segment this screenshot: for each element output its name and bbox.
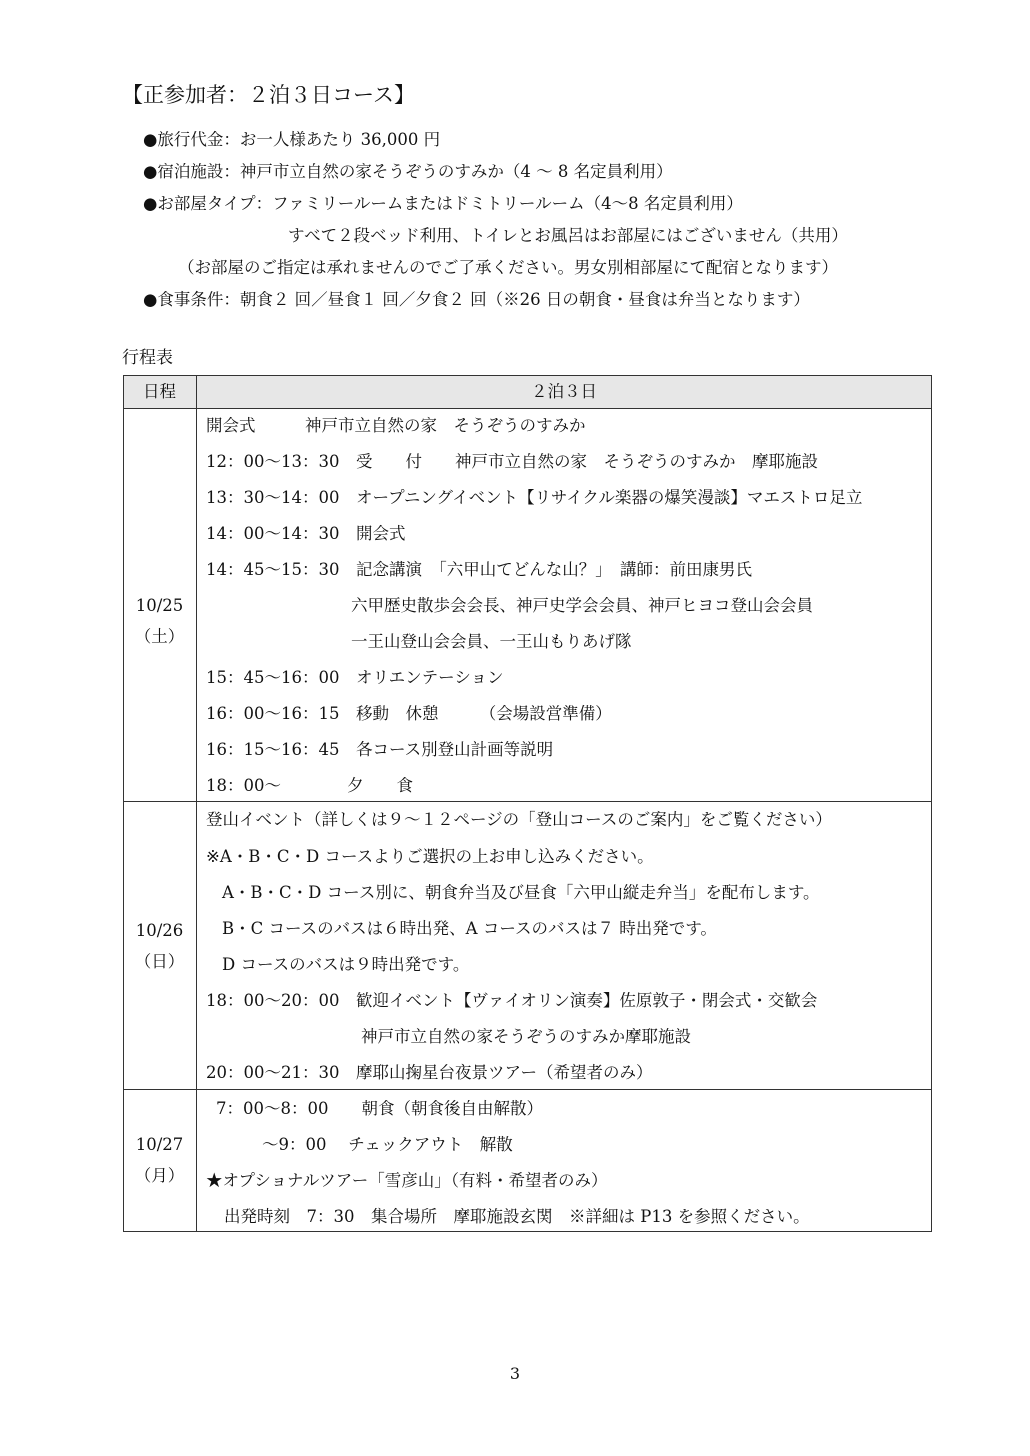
page-title: 【正参加者：２泊３日コース】 (122, 83, 415, 107)
schedule-line: D コースのバスは９時出発です。 (222, 955, 470, 974)
schedule-line: 20：00〜21：30 摩耶山掬星台夜景ツアー（希望者のみ） (206, 1063, 653, 1082)
schedule-line: B・C コースのバスは６時出発、A コースのバスは７ 時出発です。 (222, 919, 717, 938)
schedule-heading: 行程表 (122, 348, 173, 368)
schedule-line: 18：00〜 夕 食 (206, 776, 413, 795)
row-date: 10/25 (135, 596, 184, 615)
schedule-line: 神戸市立自然の家そうぞうのすみか摩耶施設 (361, 1027, 691, 1046)
row-weekday: （日） (134, 952, 185, 971)
row-date-cell (123, 1129, 196, 1191)
schedule-line: 六甲歴史散歩会会長、神戸史学会会員、神戸ヒヨコ登山会会員 (351, 596, 813, 615)
schedule-line: 一王山登山会会員、一王山もりあげ隊 (351, 632, 632, 651)
info-travel-fee: ●旅行代金：お一人様あたり 36,000 円 (143, 130, 441, 149)
schedule-line: 登山イベント（詳しくは９〜１２ページの「登山コースのご案内」をご覧ください） (206, 810, 832, 829)
schedule-line: 18：00〜20：00 歓迎イベント【ヴァイオリン演奏】佐原敦子・閉会式・交歓会 (206, 991, 818, 1010)
schedule-line: 出発時刻 7：30 集合場所 摩耶施設玄関 ※詳細は P13 を参照ください。 (224, 1207, 810, 1226)
table-header-date: 日程 (143, 382, 176, 401)
row-date-cell (123, 590, 196, 652)
table-row-divider (123, 801, 932, 802)
row-weekday: （月） (134, 1166, 185, 1185)
table-row-divider (123, 1089, 932, 1090)
info-room-note: すべて２段ベッド利用、トイレとお風呂はお部屋にはございません（共用） (288, 226, 848, 245)
table-header-content: ２泊３日 (531, 382, 597, 401)
schedule-line: 〜9：00 チェックアウト 解散 (262, 1135, 513, 1154)
schedule-line: A・B・C・D コース別に、朝食弁当及び昼食「六甲山縦走弁当」を配布します。 (222, 883, 820, 902)
schedule-line: ※A・B・C・D コースよりご選択の上お申し込みください。 (206, 847, 654, 866)
row-weekday: （土） (134, 627, 185, 646)
info-room-type: ●お部屋タイプ：ファミリールームまたはドミトリールーム（4〜8 名定員利用） (143, 194, 743, 213)
page-number: 3 (509, 1364, 521, 1383)
schedule-line: 15：45〜16：00 オリエンテーション (206, 668, 504, 687)
row-date: 10/27 (135, 1135, 184, 1154)
schedule-line: 14：00〜14：30 開会式 (206, 524, 406, 543)
schedule-line: 16：00〜16：15 移動 休憩 （会場設営準備） (206, 704, 612, 723)
schedule-line: 16：15〜16：45 各コース別登山計画等説明 (206, 740, 554, 759)
schedule-line: 開会式 神戸市立自然の家 そうぞうのすみか (206, 416, 586, 435)
schedule-line: 14：45〜15：30 記念講演 「六甲山てどんな山？」 講師：前田康男氏 (206, 560, 752, 579)
schedule-line: 12：00〜13：30 受 付 神戸市立自然の家 そうぞうのすみか 摩耶施設 (206, 452, 818, 471)
info-accommodation: ●宿泊施設：神戸市立自然の家そうぞうのすみか（4 〜 8 名定員利用） (143, 162, 673, 181)
schedule-line: 13：30〜14：00 オープニングイベント【リサイクル楽器の爆笑漫談】マエストロ足立 (206, 488, 863, 507)
row-date: 10/26 (135, 921, 184, 940)
row-date-cell (123, 915, 196, 977)
table-header-divider (123, 408, 932, 409)
info-room-assignment-note: （お部屋のご指定は承れませんのでご了承ください。男女別相部屋にて配宿となります） (178, 258, 838, 277)
schedule-line: ★オプショナルツアー「雪彦山」（有料・希望者のみ） (206, 1171, 608, 1190)
info-meals: ●食事条件：朝食２ 回／昼食１ 回／夕食２ 回（※26 日の朝食・昼食は弁当となります） (143, 290, 810, 309)
table-column-divider (196, 375, 197, 1232)
schedule-line: 7：00〜8：00 朝食（朝食後自由解散） (216, 1099, 543, 1118)
